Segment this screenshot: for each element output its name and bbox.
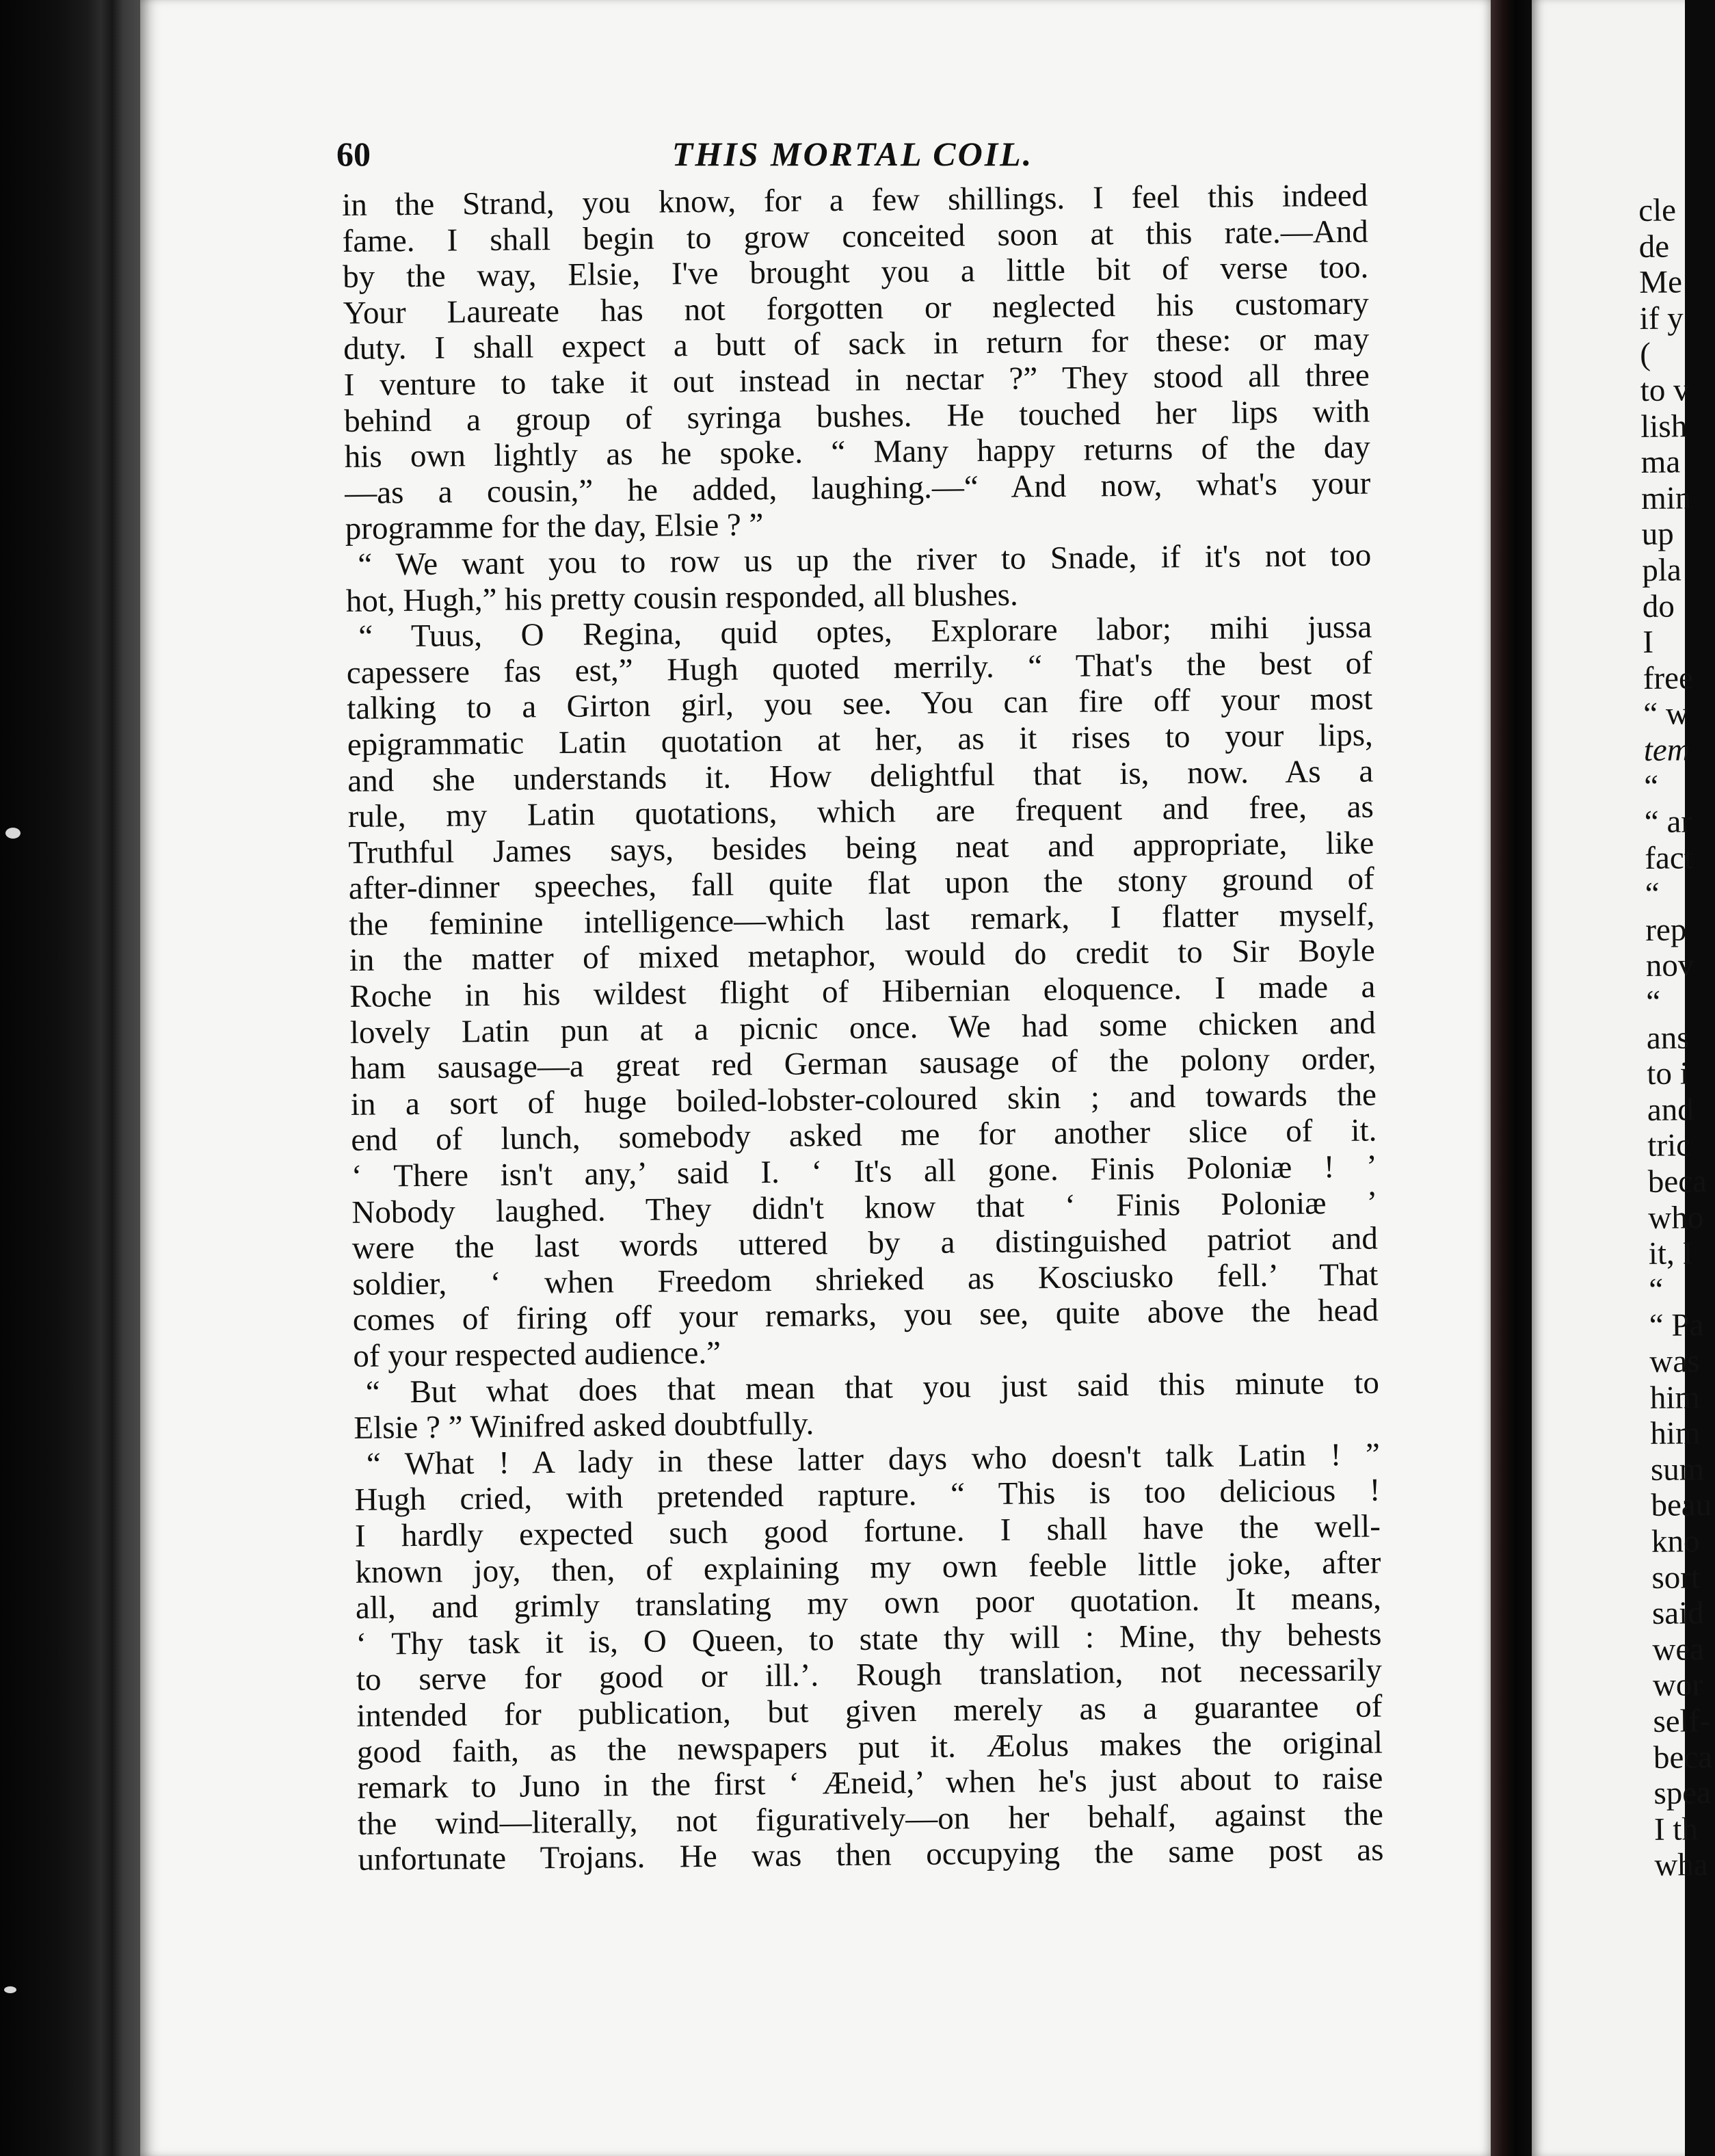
facing-page-line: ans	[1646, 1019, 1690, 1056]
facing-page-line: beca	[1653, 1739, 1713, 1776]
text-line: ‘ There isn't any,’ said I. ‘ It's all gone. Finis Poloniæ ! ’	[351, 1148, 1378, 1194]
facing-page-line: wea	[1652, 1631, 1705, 1668]
facing-page-line: min	[1641, 480, 1692, 516]
text-line: epigrammatic Latin quotation at her, as it rises to your lips,	[347, 717, 1374, 763]
facing-page-line: wha	[1654, 1847, 1709, 1884]
facing-page-line: him	[1649, 1379, 1701, 1416]
text-line: rule, my Latin quotations, which are frequent and free, as	[347, 789, 1374, 835]
text-line: intended for publication, but given merely as a guarantee of	[356, 1688, 1383, 1734]
facing-page-line: said	[1651, 1595, 1704, 1632]
facing-page-line: Me	[1639, 264, 1683, 301]
text-line: his own lightly as he spoke. “ Many happy returns of the day	[344, 429, 1370, 475]
text-line: ‘ Thy task it is, O Queen, to state thy will : Mine, thy behests	[356, 1616, 1382, 1662]
text-line: comes of firing off your remarks, you see, quite above the head	[352, 1292, 1379, 1339]
facing-page-line: was	[1649, 1343, 1700, 1380]
text-line: ham sausage—a great red German sausage of the polony order,	[350, 1040, 1377, 1087]
text-line: fame. I shall begin to grow conceited soon at this rate.—And	[342, 213, 1368, 259]
text-line: Your Laureate has not forgotten or neglected his customary	[343, 285, 1369, 331]
text-line: Truthful James says, besides being neat and appropriate, like	[348, 825, 1374, 871]
facing-page-line: self-	[1653, 1703, 1711, 1739]
text-line: capessere fas est,” Hugh quoted merrily. “ That's the best of	[346, 645, 1372, 691]
page-number: 60	[336, 135, 371, 173]
page-header	[336, 134, 1369, 182]
text-line: —as a cousin,” he added, laughing.—“ And now, what's your	[345, 465, 1371, 511]
facing-page-line: nov	[1645, 947, 1694, 984]
scan-speck	[5, 828, 21, 839]
facing-page-line: to i	[1647, 1055, 1689, 1092]
text-line: good faith, as the newspapers put it. Æolus makes the original	[356, 1724, 1383, 1770]
text-line: to serve for good or ill.’. Rough translation, not necessarily	[356, 1652, 1383, 1698]
facing-page-line: up	[1641, 516, 1675, 553]
facing-page-line: “ w	[1643, 696, 1690, 733]
text-line: Hugh cried, with pretended rapture. “ This is too delicious !	[354, 1472, 1381, 1519]
text-line: by the way, Elsie, I've brought you a little bit of verse too.	[343, 249, 1369, 295]
facing-page-line: fact	[1645, 839, 1694, 876]
text-line: and she understands it. How delightful that is, now. As a	[347, 753, 1374, 799]
text-line: I venture to take it out instead in nectar ?” They stood all three	[343, 357, 1370, 403]
facing-page-line: “	[1646, 984, 1661, 1021]
facing-page-line: “ Pa	[1649, 1307, 1704, 1344]
facing-page-line: and	[1647, 1092, 1694, 1128]
text-line: programme for the day, Elsie ? ”	[345, 507, 764, 547]
facing-page-line: free	[1643, 659, 1694, 696]
facing-page-line: lish	[1640, 408, 1688, 445]
facing-page-line: ma	[1640, 444, 1681, 481]
text-line: remark to Juno in the first ‘ Æneid,’ when he's just about to raise	[357, 1760, 1383, 1806]
facing-page-line: do	[1642, 588, 1675, 625]
text-line: the feminine intelligence—which last remark, I flatter myself,	[349, 897, 1375, 943]
facing-page-line: beau	[1651, 1487, 1712, 1524]
facing-page-line: I	[1643, 624, 1654, 661]
text-line: “ We want you to row us up the river to Snade, if it's not too	[358, 537, 1372, 583]
facing-page-line: rep	[1645, 912, 1687, 948]
text-line: I hardly expected such good fortune. I shall have the well-	[354, 1508, 1381, 1554]
facing-page-line: sum	[1650, 1451, 1705, 1488]
text-line: all, and grimly translating my own poor quotation. It means,	[355, 1580, 1382, 1627]
facing-page-line: wor	[1652, 1667, 1703, 1704]
text-line: behind a group of syringa bushes. He touched her lips with	[344, 393, 1370, 439]
facing-page-line: spea	[1653, 1775, 1712, 1812]
scan-speck	[4, 1986, 16, 1993]
text-line: in a sort of huge boiled-lobster-coloured skin ; and towards the	[350, 1077, 1377, 1122]
facing-page-line: tric	[1647, 1127, 1691, 1164]
text-line: unfortunate Trojans. He was then occupying the same post as	[358, 1832, 1384, 1878]
text-line: Elsie ? ” Winifred asked doubtfully.	[354, 1406, 814, 1447]
book-gutter	[1491, 0, 1532, 2156]
facing-page-line: de	[1638, 228, 1670, 265]
facing-page-line: beca	[1647, 1164, 1707, 1200]
text-line: hot, Hugh,” his pretty cousin responded, all blushes.	[345, 577, 1018, 619]
facing-page-line: “ ar	[1644, 804, 1692, 841]
facing-page-line: I th	[1653, 1811, 1699, 1848]
book-spine-edge	[0, 0, 140, 2156]
text-line: “ Tuus, O Regina, quid optes, Explorare labor; mihi jussa	[358, 609, 1372, 655]
facing-page-line: kno	[1651, 1523, 1700, 1560]
facing-page-line: (	[1640, 337, 1651, 373]
text-line: lovely Latin pun at a picnic once. We had some chicken and	[349, 1005, 1377, 1051]
text-line: Nobody laughed. They didn't know that ‘ Finis Poloniæ ’	[351, 1185, 1378, 1231]
facing-page-line: sort	[1651, 1559, 1701, 1596]
text-line: were the last words uttered by a distinguished patriot and	[351, 1220, 1379, 1267]
text-line: after-dinner speeches, fall quite flat upon the stony ground of	[348, 860, 1375, 907]
text-line: “ What ! A lady in these latter days who doesn't talk Latin ! ”	[366, 1436, 1381, 1482]
text-line: known joy, then, of explaining my own feeble little joke, after	[355, 1544, 1381, 1590]
text-line: in the matter of mixed metaphor, would do credit to Sir Boyle	[349, 933, 1376, 979]
facing-page-line: pla	[1642, 552, 1681, 588]
text-line: duty. I shall expect a butt of sack in return for these: or may	[343, 321, 1370, 367]
facing-page-line: it, I	[1648, 1235, 1694, 1272]
facing-page-line: “	[1649, 1272, 1664, 1308]
facing-page-line: “	[1644, 768, 1659, 804]
facing-page-line: him	[1650, 1415, 1701, 1452]
text-line: in the Strand, you know, for a few shillings. I feel this indeed	[342, 177, 1368, 223]
text-line: of your respected audience.”	[353, 1335, 721, 1374]
facing-page-line: tem	[1643, 732, 1690, 768]
text-line: Roche in his wildest flight of Hibernian eloquence. I made a	[349, 969, 1376, 1015]
facing-page-line: to v	[1640, 372, 1690, 408]
facing-page-line: cle	[1638, 192, 1677, 228]
page-body-text	[342, 178, 1384, 1878]
text-line: talking to a Girton girl, you see. You can fire off your most	[347, 681, 1373, 727]
facing-page-line: who	[1648, 1199, 1704, 1236]
facing-page-line: if y	[1639, 300, 1684, 337]
facing-page-line: “	[1645, 876, 1660, 912]
text-line: the wind—literally, not figuratively—on her behalf, against the	[357, 1796, 1384, 1842]
running-title: THIS MORTAL COIL.	[672, 135, 1034, 173]
text-line: soldier, ‘ when Freedom shrieked as Kosciusko fell.’ That	[352, 1257, 1379, 1302]
text-line: “ But what does that mean that you just said this minute to	[365, 1365, 1380, 1410]
text-line: end of lunch, somebody asked me for another slice of it.	[351, 1112, 1377, 1159]
